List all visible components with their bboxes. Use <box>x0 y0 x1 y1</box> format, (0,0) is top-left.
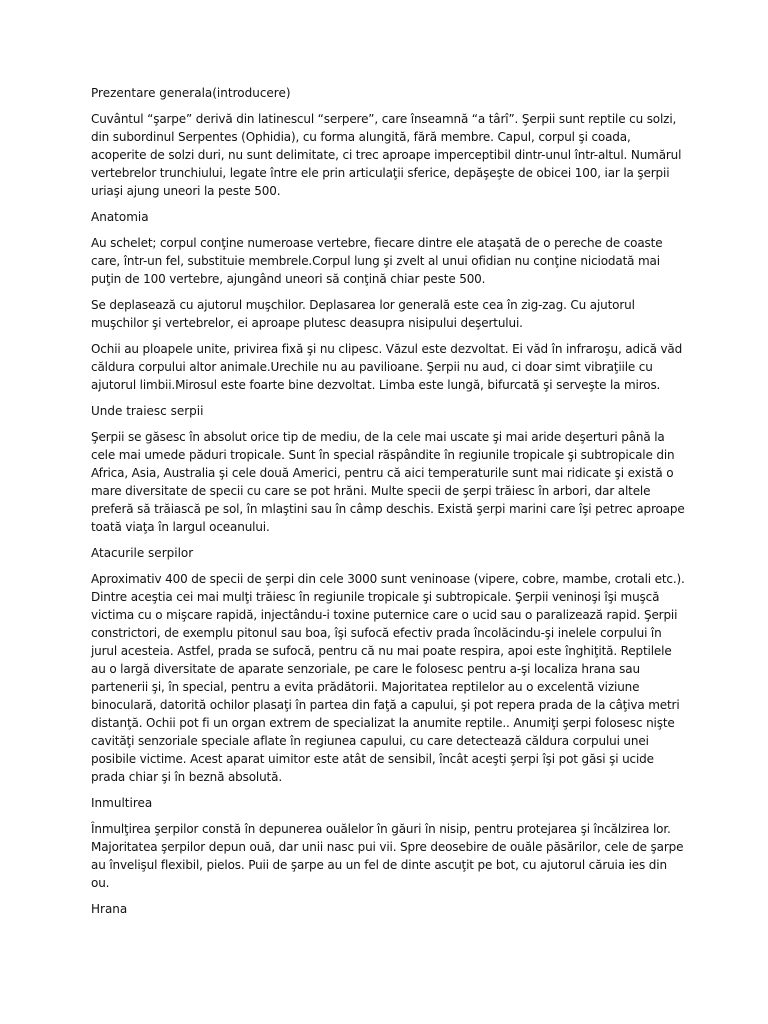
section-introducere <box>91 84 688 200</box>
section-hrana <box>91 900 688 918</box>
section-heading: Hrana <box>91 902 128 916</box>
paragraph: Şerpii se găsesc în absolut orice tip de mediu, de la cele mai uscate şi mai aride deşerturi până la cele mai umede păduri tropicale. Sunt în special răspândite în regiunile tropicale şi subtropicale din Africa, Asia, Australia şi cele două Americi, pentru că aici temperaturile sunt mai ridicate şi există o mare diversitate de specii cu care se pot hrăni. Multe specii de şerpi trăiesc în arbori, dar altele preferă să trăiască pe sol, în mlaştini sau în câmp deschis. Există şerpi marini care îşi petrec aproape toată viaţa în largul oceanului. <box>91 430 685 534</box>
paragraph: Au schelet; corpul conţine numeroase vertebre, fiecare dintre ele ataşată de o pereche de coaste care, într-un fel, substituie membrele.Corpul lung şi zvelt al unui ofidian nu conţine niciodată mai puţin de 100 vertebre, ajungând uneori să conţină chiar peste 500. <box>91 236 663 286</box>
paragraph: Înmulţirea şerpilor constă în depunerea ouălelor în găuri în nisip, pentru protejarea şi încălzirea lor. Majoritatea şerpilor depun ouă, dar unii nasc pui vii. Spre deosebire de ouăle păsărilor, cele de şarpe au învelişul flexibil, pielos. Puii de şarpe au un fel de dinte ascuţit pe bot, cu ajutorul căruia ies din ou. <box>91 822 684 890</box>
section-atacurile <box>91 544 688 786</box>
section-inmultirea <box>91 794 688 892</box>
section-heading: Anatomia <box>91 210 149 224</box>
paragraph: Aproximativ 400 de specii de şerpi din cele 3000 sunt veninoase (vipere, cobre, mambe, crotali etc.). Dintre aceştia cei mai mulţi trăiesc în regiunile tropicale şi subtropicale. Şerpii veninoşi îşi muşcă victima cu o mişcare rapidă, injectându-i toxine puternice care o ucid sau o paralizează rapid. Şerpii constrictori, de exemplu pitonul sau boa, îşi sufocă efectiv prada încolăcindu-şi inelele corpului în jurul acesteia. Astfel, prada se sufocă, pentru că nu mai poate respira, apoi este înghiţită. Reptilele au o largă diversitate de aparate senzoriale, pe care le folosesc pentru a-şi localiza hrana sau partenerii şi, în special, pentru a evita prădătorii. Majoritatea reptilelor au o excelentă viziune binoculară, datorită ochilor plasaţi în partea din faţă a capului, şi pot repera prada de la câţiva metri distanţă. Ochii pot fi un organ extrem de specializat la anumite reptile.. Anumiţi şerpi folosesc nişte cavităţi senzoriale speciale aflate în regiunea capului, cu care detectează căldura corpului unei posibile victime. Acest aparat uimitor este atât de sensibil, încât aceşti şerpi îşi pot găsi şi ucide prada chiar şi în beznă absolută. <box>91 572 685 784</box>
section-unde-traiesc <box>91 402 688 536</box>
section-heading: Inmultirea <box>91 796 153 810</box>
paragraph: Cuvântul “şarpe” derivă din latinescul “serpere”, care înseamnă “a târî”. Şerpii sunt reptile cu solzi, din subordinul Serpentes (Ophidia), cu forma alungită, fără membre. Capul, corpul şi coada, acoperite de solzi duri, nu sunt delimitate, ci trec aproape imperceptibil dintr-unul într-altul. Numărul vertebrelor trunchiului, legate între ele prin articulaţii sferice, depăşeşte de obicei 100, iar la şerpii uriaşi ajung uneori la peste 500. <box>91 112 682 198</box>
section-heading: Atacurile serpilor <box>91 546 194 560</box>
paragraph: Se deplasează cu ajutorul muşchilor. Deplasarea lor generală este cea în zig-zag. Cu ajutorul muşchilor şi vertebrelor, ei aproape plutesc deasupra nisipului deşertului. <box>91 298 635 330</box>
section-anatomia <box>91 208 688 394</box>
paragraph: Ochii au ploapele unite, privirea fixă şi nu clipesc. Văzul este dezvoltat. Ei văd în infraroşu, adică văd căldura corpului altor animale.Urechile nu au pavilioane. Şerpii nu aud, ci doar simt vibraţiile cu ajutorul limbii.Mirosul este foarte bine dezvoltat. Limba este lungă, bifurcată şi serveşte la miros. <box>91 342 683 392</box>
section-heading: Prezentare generala(introducere) <box>91 86 291 100</box>
section-heading: Unde traiesc serpii <box>91 404 204 418</box>
